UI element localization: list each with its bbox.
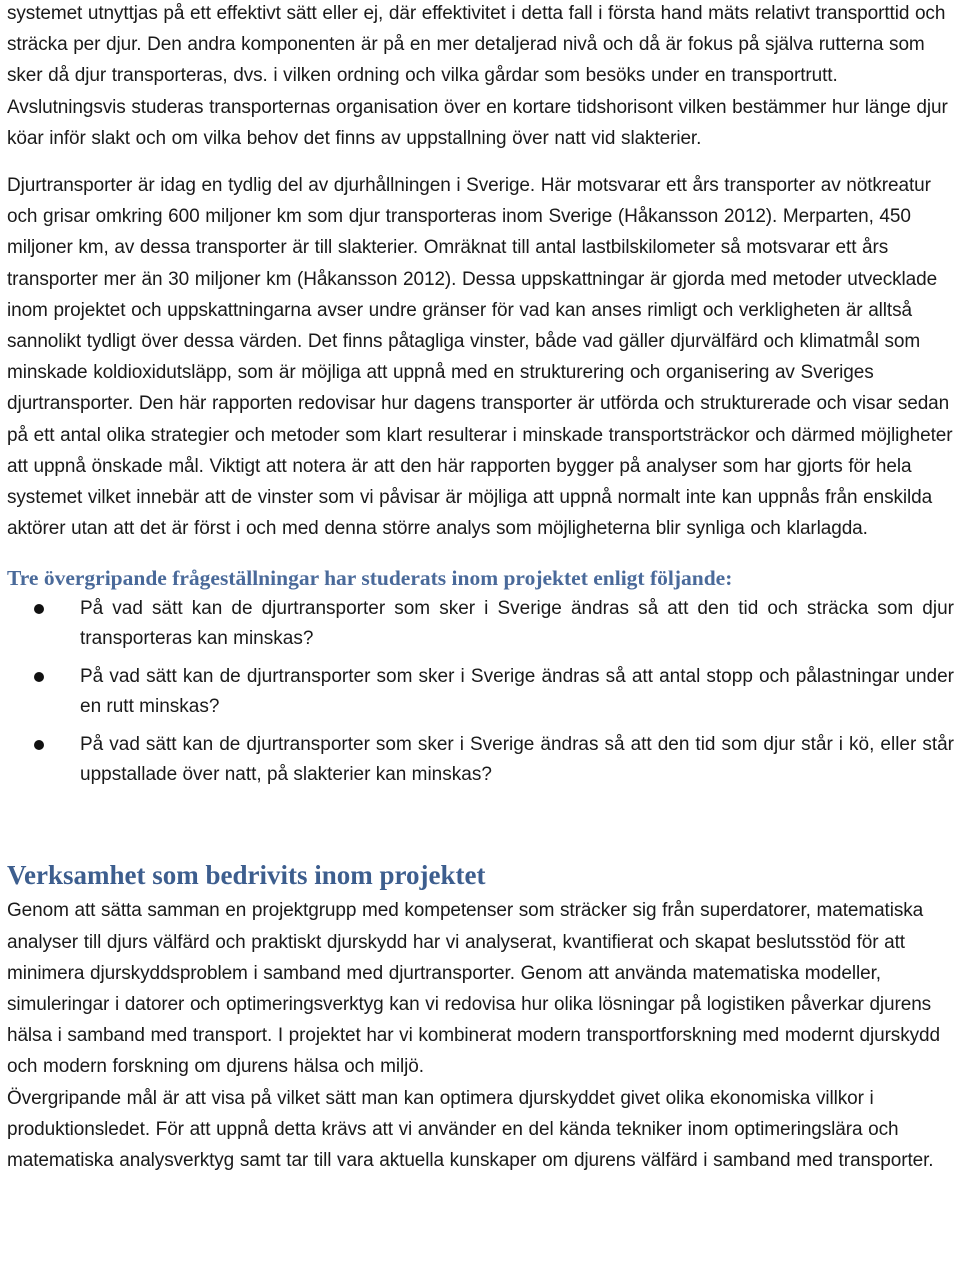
list-item bbox=[7, 594, 954, 654]
list-item bbox=[7, 662, 954, 722]
list-item-text: På vad sätt kan de djurtransporter som sker i Sverige ändras så att den tid och sträcka som djur transporteras kan minskas? bbox=[80, 598, 954, 650]
section-heading-questions: Tre övergripande frågeställningar har studerats inom projektet enligt följande: bbox=[7, 566, 733, 591]
bullet-icon bbox=[34, 740, 44, 750]
body-paragraph-goals: Övergripande mål är att visa på vilket sätt man kan optimera djurskyddet givet olika ekonomiska villkor i produktionsledet. För att uppnå detta krävs att vi använder en del kända tekniker inom optimeringslära och matematiska analysverktyg samt tar till vara aktuella kunskaper om djurens välfärd i samband med transporter. bbox=[7, 1087, 934, 1172]
list-item-text: På vad sätt kan de djurtransporter som sker i Sverige ändras så att den tid som djur står i kö, eller står uppstallade över natt, på slakterier kan minskas? bbox=[80, 734, 954, 786]
body-paragraph-project-group: Genom att sätta samman en projektgrupp med kompetenser som sträcker sig från superdatorer, matematiska analyser till djurs välfärd och praktiskt djurskydd har vi analyserat, kvantifierat och skapat beslutsstöd för att minimera djurskyddsproblem i samband med djurtransporter. Genom att använda matematiska modeller, simuleringar i datorer och optimeringsverktyg kan vi redovisa hur olika lösningar på logistiken påverkar djurens hälsa i samband med transport. I projektet har vi kombinerat modern transportforskning med modernt djurskydd och modern forskning om djurens hälsa och miljö. bbox=[7, 900, 940, 1078]
body-paragraph-transport-stats: Djurtransporter är idag en tydlig del av djurhållningen i Sverige. Här motsvarar ett års transporter av nötkreatur och grisar omkring 600 miljoner km som djur transporteras inom Sverige (Håkansson 2012). Merparten, 450 miljoner km, av dessa transporter är till slakterier. Omräknat till antal lastbilskilometer så motsvarar ett års transporter mer än 30 miljoner km (Håkansson 2012). Dessa uppskattningar är gjorda med metoder utvecklade inom projektet och uppskattningarna avser undre gränser för vad kan anses rimligt och verkligheten är alltså sannolikt tydligt över dessa värden. Det finns påtagliga vinster, både vad gäller djurvälfärd och klimatmål som minskade koldioxidutsläpp, som är möjliga att uppnå med en strukturering och organisering av Sveriges djurtransporter. Den här rapporten redovisar hur dagens transporter är utförda och strukturerade och visar sedan på ett antal olika strategier och metoder som klart resulterar i minskade transportsträckor och därmed möjligheter att uppnå önskade mål. Viktigt att notera är att den här rapporten bygger på analyser som har gjorts för hela systemet vilket innebär att de vinster som vi påvisar är möjliga att uppnå normalt inte kan uppnås från enskilda aktörer utan att det är först i och med denna större analys som möjligheterna blir synliga och klarlagda. bbox=[7, 175, 953, 540]
bullet-icon bbox=[34, 604, 44, 614]
question-list bbox=[7, 594, 954, 790]
list-item-text: På vad sätt kan de djurtransporter som sker i Sverige ändras så att antal stopp och pålastningar under en rutt minskas? bbox=[80, 666, 954, 718]
bullet-icon bbox=[34, 672, 44, 682]
section-heading-activities: Verksamhet som bedrivits inom projektet bbox=[7, 860, 486, 891]
list-item bbox=[7, 730, 954, 790]
body-paragraph-intro: systemet utnyttjas på ett effektivt sätt eller ej, där effektivitet i detta fall i första hand mäts relativt transporttid och sträcka per djur. Den andra komponenten är på en mer detaljerad nivå och då är fokus på själva rutterna som sker då djur transporteras, dvs. i vilken ordning och vilka gårdar som besöks under en transportrutt. Avslutningsvis studeras transporternas organisation över en kortare tidshorisont vilken bestämmer hur länge djur köar inför slakt och om vilka behov det finns av uppstallning över natt vid slakterier. bbox=[7, 3, 948, 149]
